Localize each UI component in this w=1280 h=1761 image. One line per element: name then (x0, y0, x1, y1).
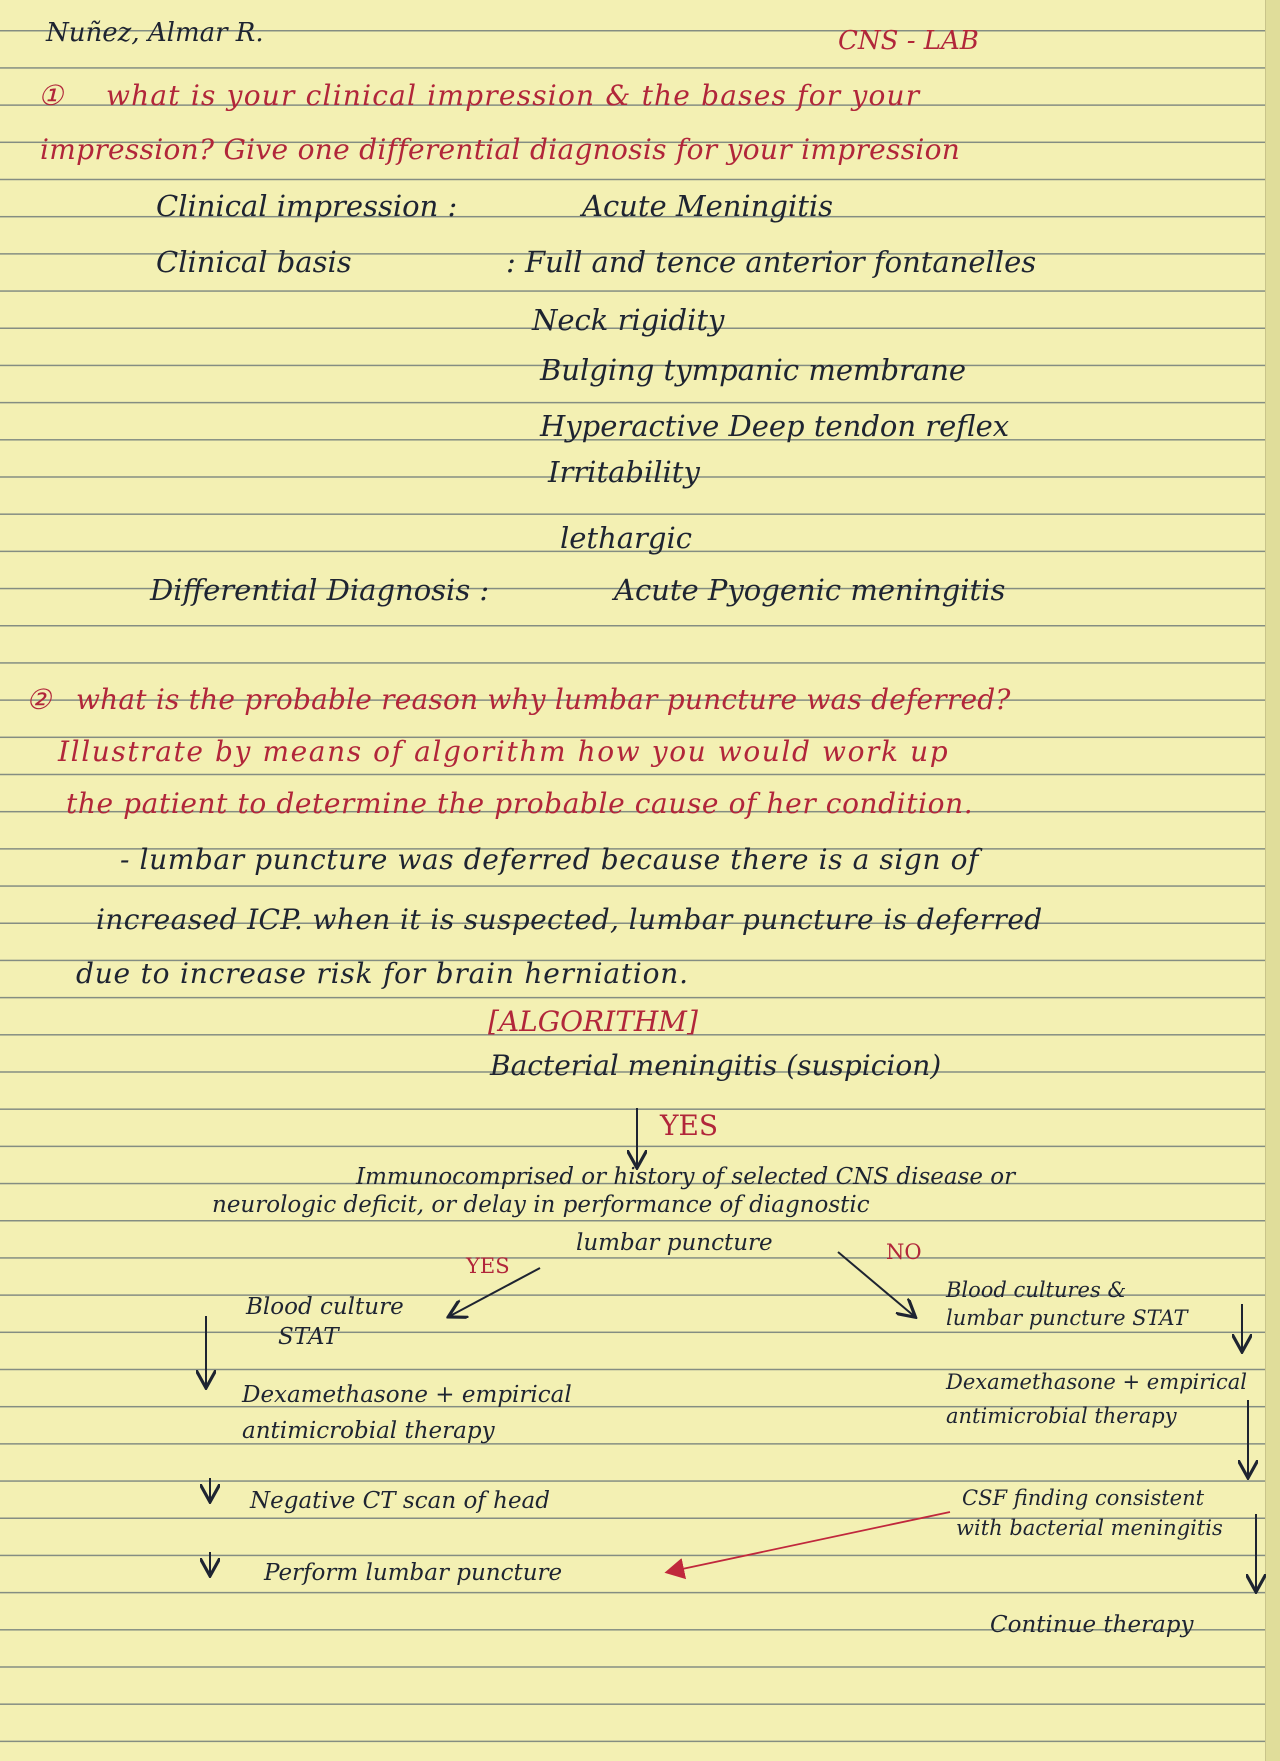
right-step: Blood cultures & (946, 1278, 1127, 1302)
student-name: Nuñez, Almar R. (46, 18, 264, 48)
right-step: CSF finding consistent (962, 1486, 1205, 1510)
left-branch-label: YES (466, 1254, 510, 1278)
basis-item: : Full and tence anterior fontanelles (506, 245, 1037, 279)
right-step: lumbar puncture STAT (946, 1306, 1188, 1330)
algorithm-start: Bacterial meningitis (suspicion) (490, 1049, 942, 1082)
question-2-number: ② (26, 683, 52, 716)
right-step: Continue therapy (990, 1612, 1194, 1638)
basis-item: lethargic (560, 521, 693, 555)
left-step: Dexamethasone + empirical (242, 1382, 572, 1408)
basis-item: Hyperactive Deep tendon reflex (540, 409, 1010, 443)
left-step: STAT (278, 1324, 339, 1350)
question-2-prompt-line-3: the patient to determine the probable cause of her condition. (66, 787, 974, 820)
left-step: Perform lumbar puncture (264, 1560, 563, 1586)
basis-item: Neck rigidity (532, 303, 725, 337)
right-branch-label: NO (886, 1240, 922, 1264)
right-step: with bacterial meningitis (956, 1516, 1223, 1540)
course-label: CNS - LAB (838, 26, 979, 56)
question-2-answer-line-3: due to increase risk for brain herniation. (76, 957, 689, 990)
question-1-prompt-line-2: impression? Give one differential diagnosis for your impression (40, 133, 961, 166)
differential-diagnosis-value: Acute Pyogenic meningitis (614, 573, 1006, 607)
question-1-number: ① (38, 79, 64, 112)
question-2-answer-line-1: - lumbar puncture was deferred because there is a sign of (120, 843, 980, 876)
question-2-prompt-line-1: what is the probable reason why lumbar puncture was deferred? (76, 683, 1011, 716)
arrow-csf-to-lumbar-puncture (668, 1512, 950, 1572)
basis-item: Irritability (548, 455, 700, 489)
differential-diagnosis-label: Differential Diagnosis : (150, 573, 490, 607)
clinical-impression-label: Clinical impression : (156, 189, 458, 223)
arrow-to-right-branch (838, 1252, 914, 1316)
question-1-prompt-line-1: what is your clinical impression & the bases for your (106, 79, 921, 112)
algorithm-heading: [ALGORITHM] (488, 1005, 698, 1038)
question-2-answer-line-2: increased ICP. when it is suspected, lumbar puncture is deferred (96, 903, 1043, 936)
arrow-to-left-branch (450, 1268, 540, 1316)
criteria-line-2: neurologic deficit, or delay in performance of diagnostic (212, 1192, 870, 1218)
right-step: Dexamethasone + empirical (946, 1370, 1248, 1394)
left-step: Negative CT scan of head (250, 1488, 550, 1514)
criteria-line-1: Immunocomprised or history of selected CNS disease or (356, 1164, 1016, 1190)
clinical-impression-value: Acute Meningitis (582, 189, 834, 223)
right-step: antimicrobial therapy (946, 1404, 1177, 1428)
clinical-basis-label: Clinical basis (156, 245, 352, 279)
left-step: antimicrobial therapy (242, 1418, 495, 1444)
left-step: Blood culture (246, 1294, 404, 1320)
yes-label-top: YES (660, 1109, 719, 1142)
criteria-line-3: lumbar puncture (576, 1230, 773, 1256)
basis-item: Bulging tympanic membrane (540, 353, 967, 387)
question-2-prompt-line-2: Illustrate by means of algorithm how you would work up (58, 735, 950, 768)
